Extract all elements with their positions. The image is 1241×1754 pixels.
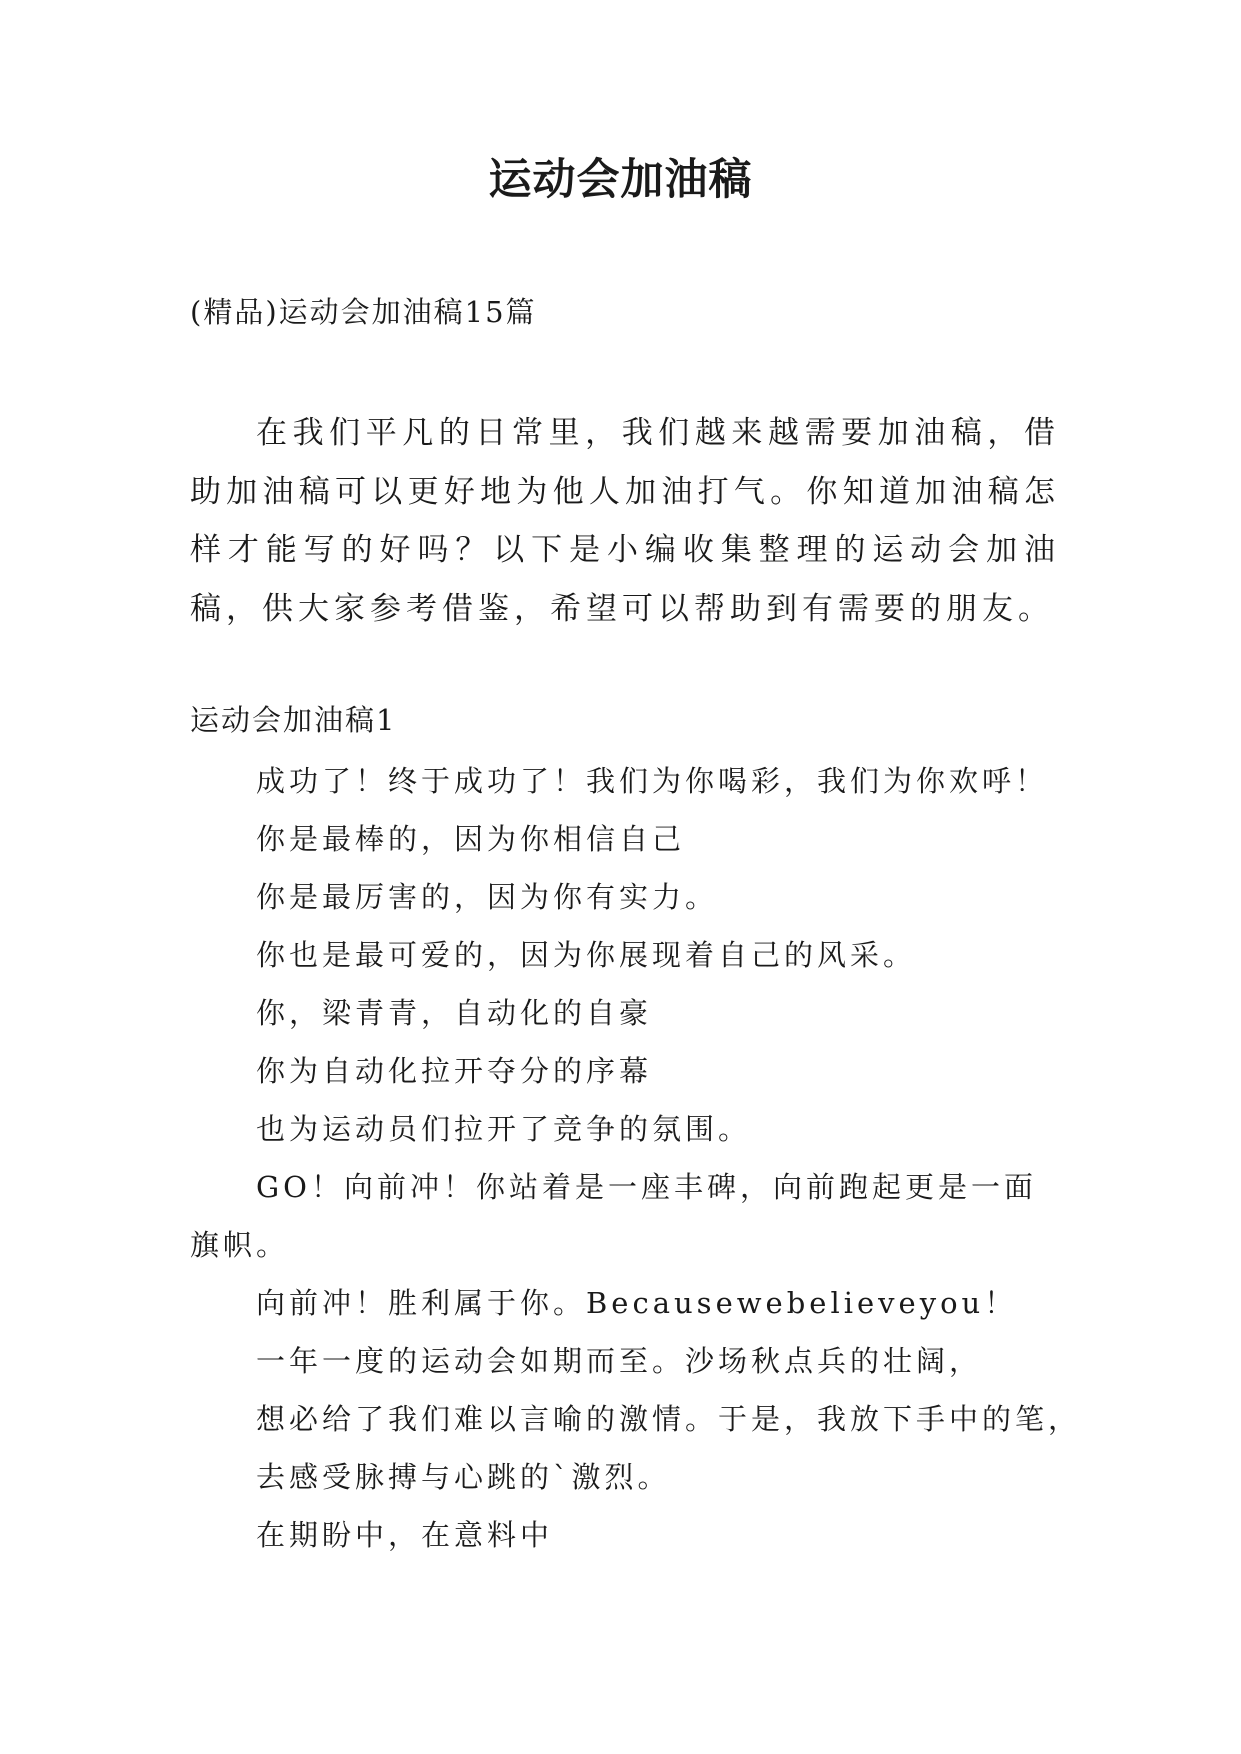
- cheer-line: 你也是最可爱的，因为你展现着自己的风采。: [256, 938, 917, 972]
- cheer-line: 想必给了我们难以言喻的激情。于是，我放下手中的笔，: [256, 1402, 1082, 1436]
- cheer-lines: [190, 752, 1082, 1564]
- document-subtitle: (精品)运动会加油稿15篇: [190, 295, 537, 329]
- document-title: 运动会加油稿: [488, 155, 753, 205]
- intro-paragraph: 在我们平凡的日常里，我们越来越需要加油稿，借助加油稿可以更好地为他人加油打气。你知道加油稿怎样才能写的好吗？以下是小编收集整理的运动会加油稿，供大家参考借鉴，希望可以帮助到有需要的朋友。: [190, 415, 1060, 627]
- cheer-line: 在期盼中，在意料中: [256, 1518, 554, 1552]
- cheer-line: 你，梁青青，自动化的自豪: [256, 996, 653, 1030]
- cheer-line: 你为自动化拉开夺分的序幕: [256, 1054, 653, 1088]
- section-heading: 运动会加油稿1: [190, 703, 397, 737]
- cheer-line: 成功了！终于成功了！我们为你喝彩，我们为你欢呼！: [256, 764, 1049, 798]
- cheer-line: 你是最棒的，因为你相信自己: [256, 822, 686, 856]
- cheer-line: 向前冲！胜利属于你。Becausewebelieveyou！: [256, 1286, 1018, 1320]
- cheer-line: 你是最厉害的，因为你有实力。: [256, 880, 719, 914]
- cheer-line: 一年一度的运动会如期而至。沙场秋点兵的壮阔，: [256, 1344, 983, 1378]
- cheer-line: 去感受脉搏与心跳的`激烈。: [256, 1460, 671, 1494]
- cheer-line: GO！向前冲！你站着是一座丰碑，向前跑起更是一面旗帜。: [190, 1170, 1037, 1262]
- cheer-line: 也为运动员们拉开了竞争的氛围。: [256, 1112, 752, 1146]
